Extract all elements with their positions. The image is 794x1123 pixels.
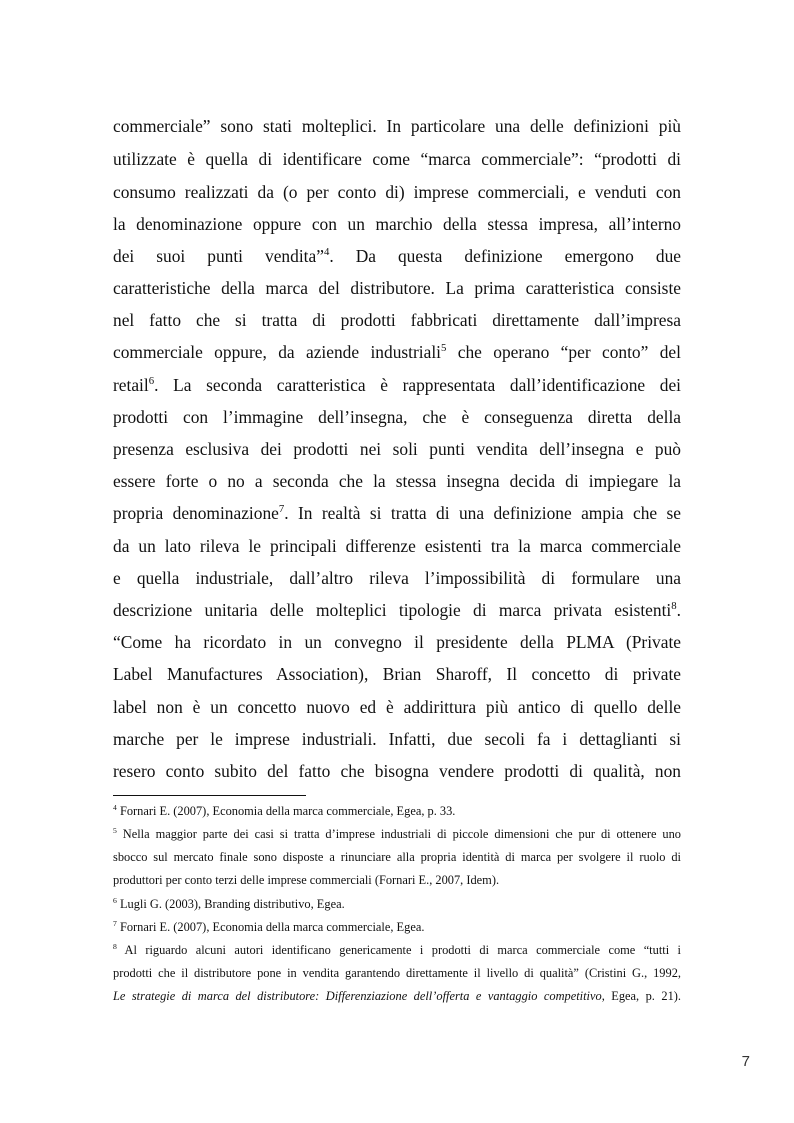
body-line: commerciale” sono stati molteplici. In particolare una delle definizioni più bbox=[113, 116, 681, 136]
body-line: Label Manufactures Association), Brian Sharoff, Il concetto di private bbox=[113, 664, 681, 684]
body-line: “Come ha ricordato in un convegno il presidente della PLMA (Private bbox=[113, 632, 681, 652]
footnote-line: $^7$ Fornari E. (2007), Economia della marca commerciale, Egea. bbox=[113, 918, 425, 934]
footnote-number: 4 bbox=[113, 802, 117, 812]
body-line: caratteristiche della marca del distributore. La prima caratteristica consiste bbox=[113, 278, 681, 298]
page-number: 7 bbox=[741, 1053, 750, 1070]
body-line: presenza esclusiva dei prodotti nei soli punti vendita dell’insegna e può bbox=[113, 439, 681, 459]
footnote-ref[interactable]: 5 bbox=[441, 342, 447, 355]
footnote-number: 7 bbox=[113, 918, 117, 928]
cited-title: Le strategie di marca del distributore: Differenziazione dell’offerta e vantaggio competitivo bbox=[113, 989, 602, 1003]
body-line: dei suoi punti vendita”$^4$. Da questa definizione emergono due bbox=[113, 246, 681, 266]
footnote-ref[interactable]: 8 bbox=[671, 600, 677, 613]
footnote-number: 8 bbox=[113, 941, 117, 951]
body-line: commerciale oppure, da aziende industriali$^5$ che operano “per conto” del bbox=[113, 342, 681, 362]
footnote-number: 6 bbox=[113, 895, 117, 905]
body-line: prodotti con l’immagine dell’insegna, che è conseguenza diretta della bbox=[113, 407, 681, 427]
body-line: resero conto subito del fatto che bisogna vendere prodotti di qualità, non bbox=[113, 761, 681, 781]
footnote-ref[interactable]: 7 bbox=[278, 503, 285, 516]
body-line: utilizzate è quella di identificare come “marca commerciale”: “prodotti di bbox=[113, 149, 681, 169]
body-line: marche per le imprese industriali. Infatti, due secoli fa i dettaglianti si bbox=[113, 729, 681, 749]
body-line: la denominazione oppure con un marchio della stessa impresa, all’interno bbox=[113, 214, 681, 234]
body-line: propria denominazione$^7$. In realtà si tratta di una definizione ampia che se bbox=[113, 503, 681, 523]
body-line: nel fatto che si tratta di prodotti fabbricati direttamente dall’impresa bbox=[113, 310, 681, 330]
footnote-line: $^4$ Fornari E. (2007), Economia della marca commerciale, Egea, p. 33. bbox=[113, 802, 456, 818]
footnote-line: $^8$ Al riguardo alcuni autori identificano genericamente i prodotti di marca commerciale come “tutti i bbox=[113, 941, 681, 957]
footnote-line: sbocco sul mercato finale sono disposte a rinunciare alla propria identità di marca per svolgere il ruolo di bbox=[113, 850, 681, 864]
body-line: label non è un concetto nuovo ed è addirittura più antico di quello delle bbox=[113, 697, 681, 717]
body-line: da un lato rileva le principali differenze esistenti tra la marca commerciale bbox=[113, 536, 681, 556]
body-line: retail$^6$. La seconda caratteristica è rappresentata dall’identificazione dei bbox=[113, 375, 681, 395]
footnote-number: 5 bbox=[113, 825, 117, 835]
footnote-line: $^5$ Nella maggior parte dei casi si tratta d’imprese industriali di piccole dimensioni che pur di ottenere uno bbox=[113, 825, 681, 841]
body-line: descrizione unitaria delle molteplici tipologie di marca privata esistenti$^8$. bbox=[113, 600, 681, 620]
footnote-ref[interactable]: 4 bbox=[323, 246, 330, 259]
body-line: e quella industriale, dall’altro rileva l’impossibilità di formulare una bbox=[113, 568, 681, 588]
body-line: consumo realizzati da (o per conto di) imprese commerciali, e venduti con bbox=[113, 182, 681, 202]
body-line: essere forte o no a seconda che la stessa insegna decida di impiegare la bbox=[113, 471, 681, 491]
footnote-line: prodotti che il distributore pone in vendita garantendo direttamente il livello di qualità” (Cristini G., 1992, bbox=[113, 966, 681, 980]
footnote-line: Le strategie di marca del distributore: Differenziazione dell’offerta e vantaggio competitivo, Egea, p. 21). bbox=[113, 989, 681, 1003]
footnote-line: $^6$ Lugli G. (2003), Branding distributivo, Egea. bbox=[113, 895, 345, 911]
footnote-ref[interactable]: 6 bbox=[148, 375, 155, 388]
footnote-separator bbox=[113, 795, 306, 796]
footnote-line: produttori per conto terzi delle imprese commerciali (Fornari E., 2007, Idem). bbox=[113, 873, 500, 887]
